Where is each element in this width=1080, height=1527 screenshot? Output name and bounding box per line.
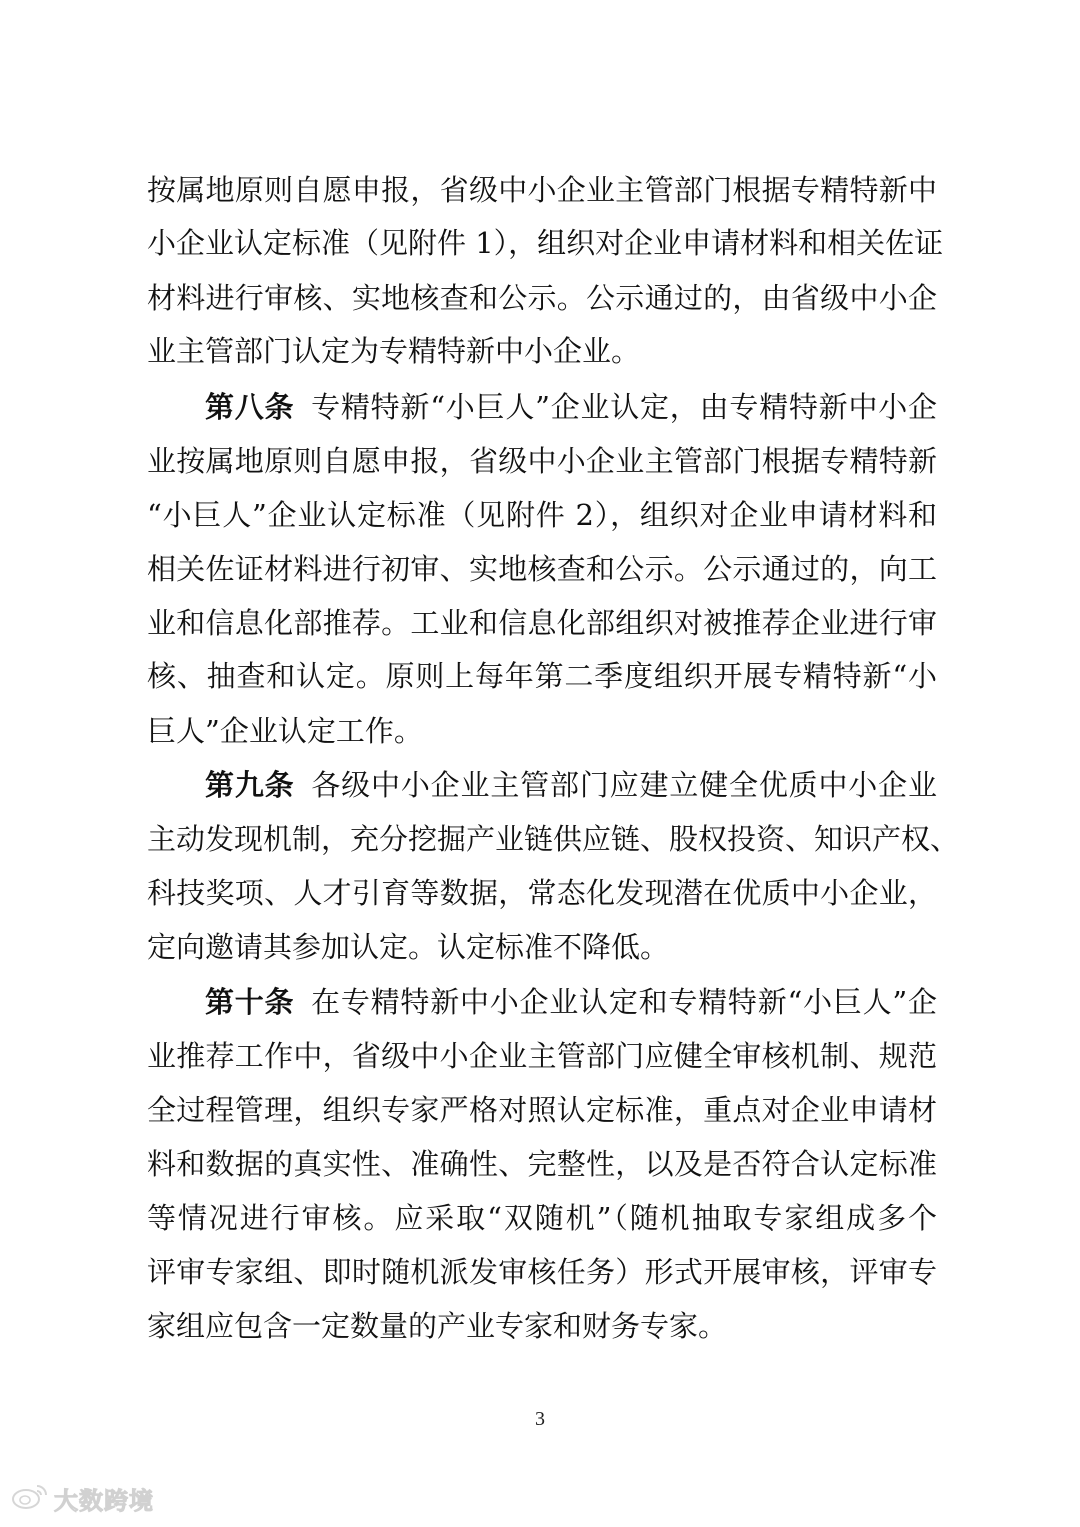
text-line: 家组应包含一定数量的产业专家和财务专家。 (147, 1309, 728, 1343)
text-line: 相关佐证材料进行初审、实地核查和公示。公示通过的，向工 (147, 552, 937, 586)
text-line: 定向邀请其参加认定。认定标准不降低。 (147, 930, 670, 964)
text-line: “小巨人”企业认定标准（见附件 2），组织对企业申请材料和 (147, 498, 937, 532)
article-first-line-text: 在专精特新中小企业认定和专精特新“小巨人”企 (310, 985, 937, 1019)
text-line: 小企业认定标准（见附件 1），组织对企业申请材料和相关佐证 (147, 226, 944, 260)
text-line: 业推荐工作中，省级中小企业主管部门应健全审核机制、规范 (147, 1039, 937, 1073)
text-line: 材料进行审核、实地核查和公示。公示通过的，由省级中小企 (147, 281, 937, 315)
watermark (10, 1480, 154, 1516)
text-line: 业主管部门认定为专精特新中小企业。 (147, 334, 641, 368)
text-line: 核、抽查和认定。原则上每年第二季度组织开展专精特新“小 (147, 659, 937, 693)
article-first-line-text: 各级中小企业主管部门应建立健全优质中小企业 (310, 768, 937, 802)
article-first-line (205, 765, 937, 805)
article-label: 第九条 (205, 768, 295, 802)
text-line: 等情况进行审核。应采取“双随机”（随机抽取专家组成多个 (147, 1201, 937, 1235)
page-number: 3 (535, 1408, 545, 1430)
text-line: 业和信息化部推荐。工业和信息化部组织对被推荐企业进行审 (147, 606, 937, 640)
text-line: 全过程管理，组织专家严格对照认定标准，重点对企业申请材 (147, 1093, 937, 1127)
text-line: 评审专家组、即时随机派发审核任务）形式开展审核，评审专 (147, 1255, 937, 1289)
text-line: 巨人”企业认定工作。 (147, 714, 423, 748)
article-first-line (205, 982, 937, 1022)
text-line: 主动发现机制，充分挖掘产业链供应链、股权投资、知识产权、 (147, 822, 960, 856)
weibo-logo-icon (10, 1481, 50, 1515)
text-line: 业按属地原则自愿申报，省级中小企业主管部门根据专精特新 (147, 444, 937, 478)
article-first-line (205, 387, 937, 427)
text-line: 按属地原则自愿申报，省级中小企业主管部门根据专精特新中 (147, 173, 937, 207)
article-first-line-text: 专精特新“小巨人”企业认定，由专精特新中小企 (310, 390, 937, 424)
article-label: 第八条 (205, 390, 295, 424)
text-line: 科技奖项、人才引育等数据，常态化发现潜在优质中小企业， (147, 876, 937, 910)
watermark-text: 大数跨境 (54, 1486, 154, 1515)
text-line: 料和数据的真实性、准确性、完整性，以及是否符合认定标准 (147, 1147, 937, 1181)
article-label: 第十条 (205, 985, 295, 1019)
